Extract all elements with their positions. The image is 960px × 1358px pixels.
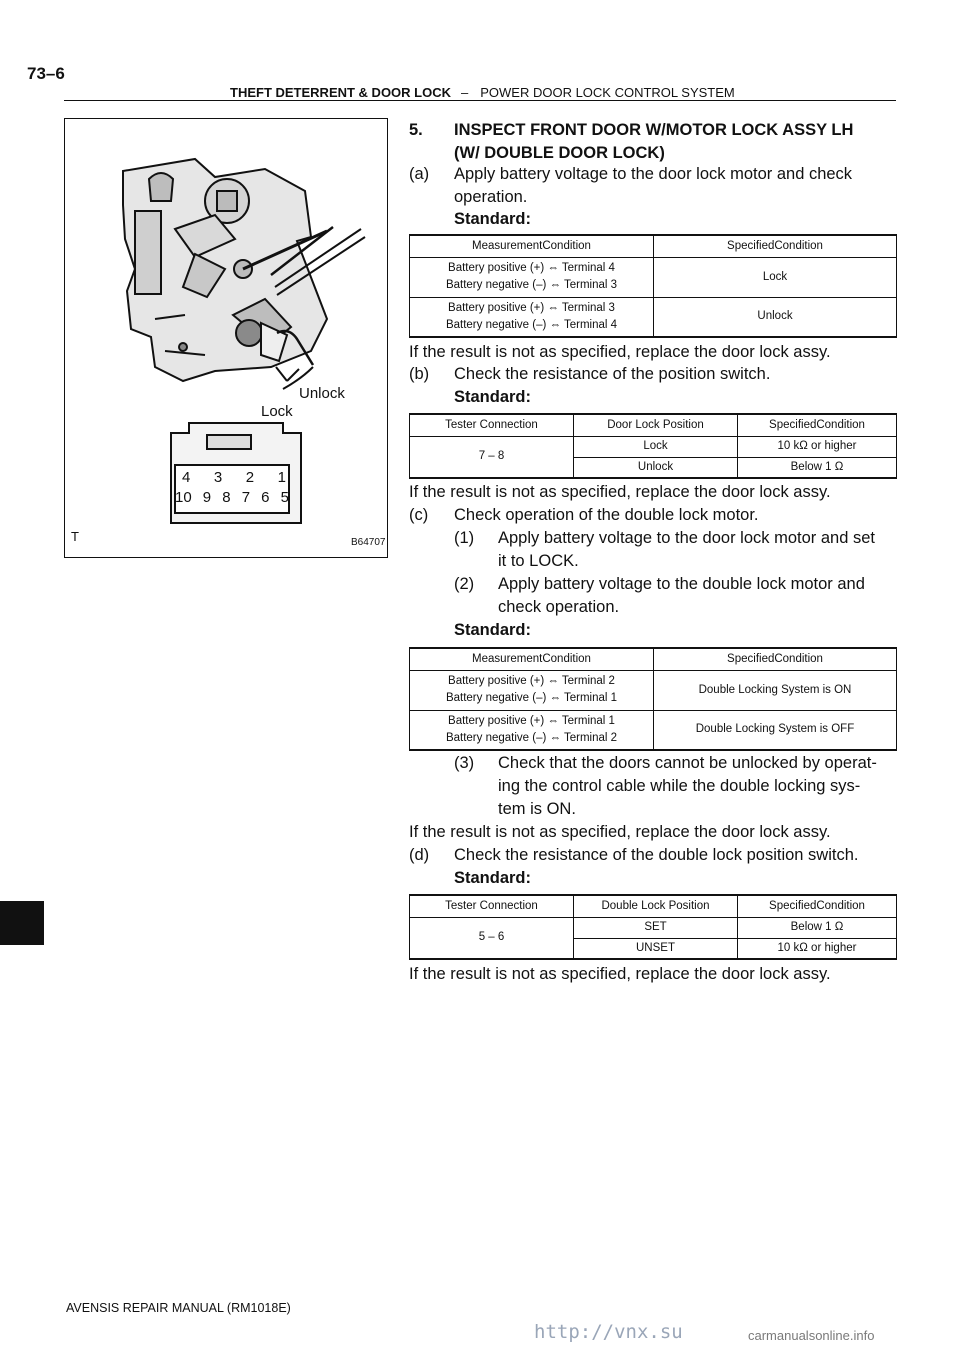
table-header-cell: SpecifiedCondition: [738, 895, 897, 917]
step-a-line2: operation.: [454, 188, 528, 206]
terminal-10: 10: [175, 489, 192, 506]
step-d-number: (d): [409, 846, 430, 864]
table-header-row: [410, 235, 897, 257]
table-header-cell: Tester Connection: [410, 895, 574, 917]
step-c3-line2: ing the control cable while the double locking sys-: [498, 777, 861, 795]
terminal-9: 9: [202, 489, 212, 506]
table-cell: UNSET: [574, 938, 738, 959]
result-text-1: If the result is not as specified, replace the door lock assy.: [409, 343, 831, 361]
result-text-2: If the result is not as specified, replace the door lock assy.: [409, 483, 831, 501]
connector-bottom-row: [175, 489, 289, 506]
terminal-7: 7: [241, 489, 251, 506]
table-double-lock-switch: [409, 894, 897, 960]
table-motor-operation: [409, 234, 897, 338]
terminal-3: 3: [213, 469, 223, 486]
table-cell: SET: [574, 917, 738, 938]
step-c3-number: (3): [454, 754, 475, 772]
terminal-8: 8: [222, 489, 231, 506]
step-c2-number: (2): [454, 575, 475, 593]
connector-top-row: [182, 469, 286, 486]
table-cell: Battery positive (+) ⇔ Terminal 3 Battery negative (–) ⇔ Terminal 4: [410, 297, 654, 337]
result-text-4: If the result is not as specified, replace the door lock assy.: [409, 965, 831, 983]
step-a-standard: Standard:: [454, 210, 532, 228]
table-cell: 10 kΩ or higher: [738, 436, 897, 457]
table-header-cell: MeasurementCondition: [410, 235, 654, 257]
terminal-1: 1: [277, 469, 286, 486]
step-c1-number: (1): [454, 529, 475, 547]
terminal-5: 5: [280, 489, 289, 506]
table-position-switch: [409, 413, 897, 479]
table-cell: Battery positive (+) ⇔ Terminal 4 Battery negative (–) ⇔ Terminal 3: [410, 257, 654, 297]
running-header: [230, 85, 735, 100]
step-d-line1: Check the resistance of the double lock position switch.: [454, 846, 859, 864]
table-cell: Double Locking System is OFF: [654, 710, 897, 750]
step-c1-line2: it to LOCK.: [498, 552, 579, 570]
section-tab-marker: [0, 901, 44, 945]
step-c-line1: Check operation of the double lock motor.: [454, 506, 759, 524]
step-c2-line2: check operation.: [498, 598, 620, 616]
table-row: [410, 670, 897, 710]
table-row: [410, 917, 897, 938]
unlock-label: Unlock: [299, 385, 345, 402]
step-d-standard: Standard:: [454, 869, 532, 887]
watermark-link[interactable]: http://vnx.su: [534, 1321, 683, 1343]
table-row: [410, 297, 897, 337]
table-cell: Unlock: [574, 457, 738, 478]
page-number: 73–6: [27, 64, 65, 83]
table-cell: Unlock: [654, 297, 897, 337]
step-5-title-line2: (W/ DOUBLE DOOR LOCK): [454, 144, 665, 162]
step-5-number: 5.: [409, 121, 423, 139]
table-header-cell: Door Lock Position: [574, 414, 738, 436]
table-header-row: [410, 648, 897, 670]
figure-code: B64707: [351, 537, 386, 548]
table-header-row: [410, 895, 897, 917]
header-section: THEFT DETERRENT & DOOR LOCK: [230, 85, 451, 100]
table-cell: 10 kΩ or higher: [738, 938, 897, 959]
step-b-number: (b): [409, 365, 430, 383]
table-cell: 5 – 6: [410, 917, 574, 959]
table-cell: Double Locking System is ON: [654, 670, 897, 710]
table-cell: Lock: [654, 257, 897, 297]
step-a-line1: Apply battery voltage to the door lock motor and check: [454, 165, 853, 183]
step-c-number: (c): [409, 506, 429, 524]
table-cell: 7 – 8: [410, 436, 574, 478]
table-cell: Below 1 Ω: [738, 457, 897, 478]
table-header-cell: SpecifiedCondition: [738, 414, 897, 436]
table-header-row: [410, 414, 897, 436]
table-double-lock-operation: [409, 647, 897, 751]
table-cell: Below 1 Ω: [738, 917, 897, 938]
table-header-cell: Tester Connection: [410, 414, 574, 436]
step-5-title-line1: INSPECT FRONT DOOR W/MOTOR LOCK ASSY LH: [454, 121, 854, 139]
lock-label: Lock: [261, 403, 293, 420]
table-row: [410, 710, 897, 750]
watermark-logo: carmanualsonline.info: [748, 1328, 875, 1343]
table-cell: Battery positive (+) ⇔ Terminal 1 Battery negative (–) ⇔ Terminal 2: [410, 710, 654, 750]
terminal-6: 6: [261, 489, 270, 506]
terminal-2: 2: [245, 469, 255, 486]
step-c3-line3: tem is ON.: [498, 800, 576, 818]
step-c3-line1: Check that the doors cannot be unlocked by operat-: [498, 754, 877, 772]
result-text-3: If the result is not as specified, replace the door lock assy.: [409, 823, 831, 841]
step-c-standard: Standard:: [454, 621, 532, 639]
door-lock-figure: [64, 118, 388, 558]
step-a-number: (a): [409, 165, 430, 183]
table-row: [410, 257, 897, 297]
header-rule: [64, 100, 896, 101]
header-dash: –: [461, 85, 469, 100]
table-cell: Lock: [574, 436, 738, 457]
table-cell: Battery positive (+) ⇔ Terminal 2 Battery negative (–) ⇔ Terminal 1: [410, 670, 654, 710]
table-header-cell: SpecifiedCondition: [654, 648, 897, 670]
step-b-line1: Check the resistance of the position switch.: [454, 365, 771, 383]
table-row: [410, 436, 897, 457]
table-header-cell: MeasurementCondition: [410, 648, 654, 670]
table-header-cell: SpecifiedCondition: [654, 235, 897, 257]
table-header-cell: Double Lock Position: [574, 895, 738, 917]
step-c1-line1: Apply battery voltage to the door lock motor and set: [498, 529, 875, 547]
step-c2-line1: Apply battery voltage to the double lock motor and: [498, 575, 865, 593]
terminal-4: 4: [182, 469, 191, 486]
footer: AVENSIS REPAIR MANUAL (RM1018E): [66, 1301, 291, 1315]
header-subsection: POWER DOOR LOCK CONTROL SYSTEM: [480, 85, 735, 100]
figure-corner-mark: T: [71, 529, 79, 544]
step-b-standard: Standard:: [454, 388, 532, 406]
